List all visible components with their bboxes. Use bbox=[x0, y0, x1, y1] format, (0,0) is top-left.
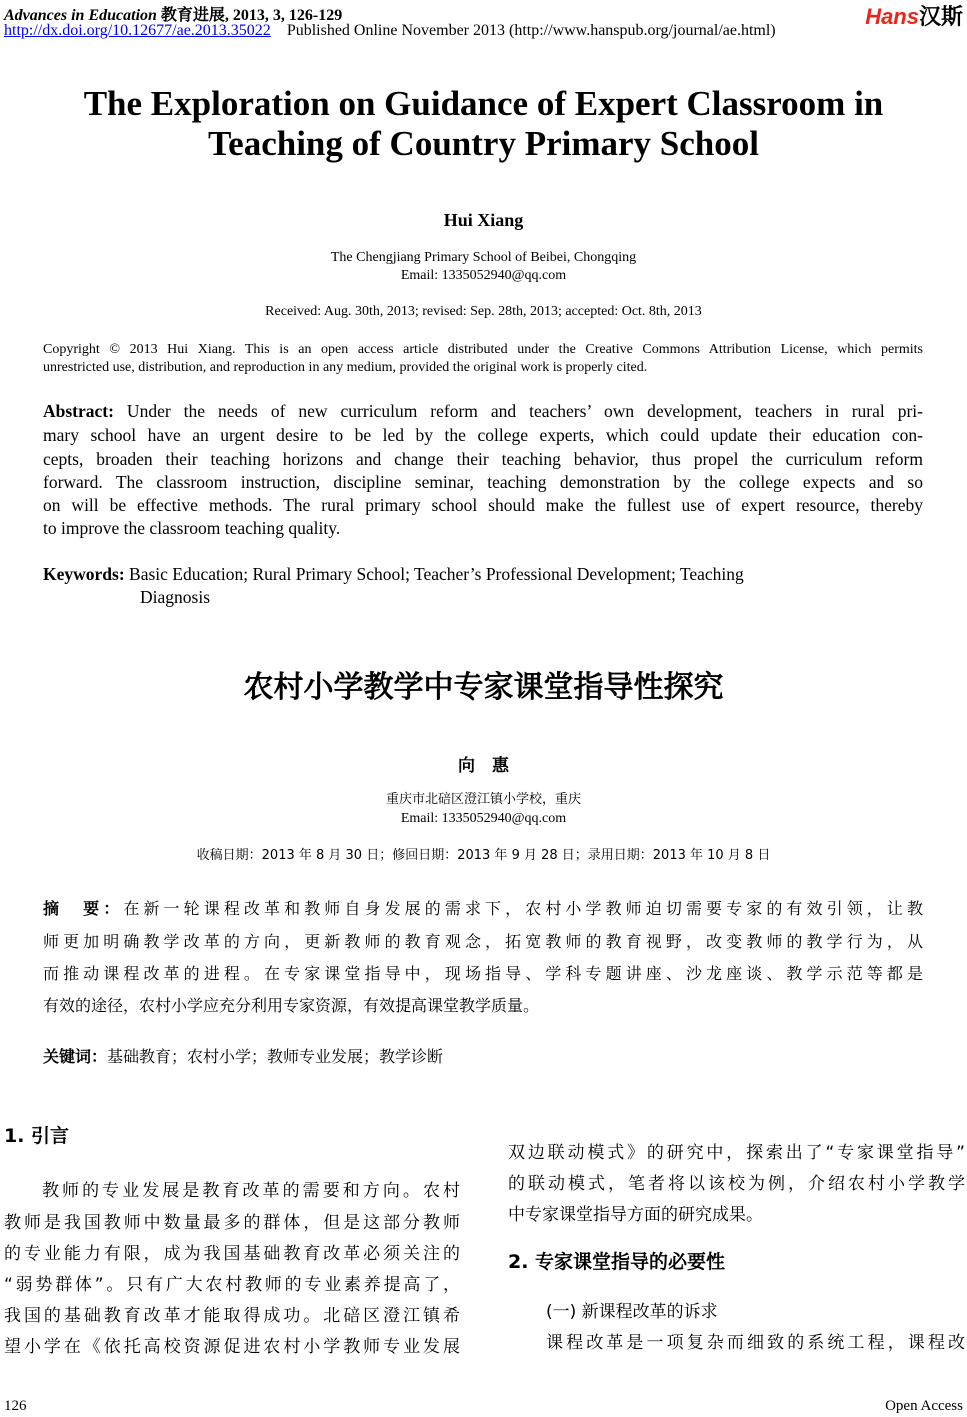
chinese-affiliation: 重庆市北碚区澄江镇小学校，重庆 bbox=[385, 792, 581, 807]
subsection-heading: (一) 新课程改革的诉求 bbox=[546, 1302, 718, 1322]
cn-abstract-line: 而推动课程改革的进程。在专家课堂指导中，现场指导、学科专题讲座、沙龙座谈、教学示范等都是 bbox=[43, 964, 923, 983]
hans-logo: Hans汉斯 bbox=[865, 4, 963, 30]
journal-name: Advances in Education bbox=[4, 7, 157, 24]
body-line: 双边联动模式》的研究中，探索出了“专家课堂指导” bbox=[508, 1143, 965, 1163]
cn-keywords: 关键词：基础教育；农村小学；教师专业发展；教学诊断 bbox=[43, 1047, 444, 1066]
keywords-line: Diagnosis bbox=[140, 587, 210, 607]
open-access-label: Open Access bbox=[885, 1398, 963, 1414]
chinese-dates: 收稿日期：2013 年 8 月 30 日；修回日期：2013 年 9 月 28 日；录用日期：2013 年 10 月 8 日 bbox=[196, 848, 771, 863]
published-info: Published Online November 2013 (http://www.hanspub.org/journal/ae.html) bbox=[286, 22, 776, 39]
page-number: 126 bbox=[4, 1398, 27, 1414]
section-1-heading: 1. 引言 bbox=[4, 1125, 70, 1147]
doi-line bbox=[4, 22, 776, 40]
cn-abstract-label: 摘 要： bbox=[43, 899, 124, 918]
keywords-line: Keywords: Basic Education; Rural Primary School; Teacher’s Professional Development; Teaching bbox=[43, 564, 744, 584]
cn-keywords-label: 关键词： bbox=[43, 1047, 108, 1066]
cn-abstract-line: 摘 要：在新一轮课程改革和教师自身发展的需求下，农村小学教师迫切需要专家的有效引领，让教 bbox=[43, 899, 923, 918]
paper-title: The Exploration on Guidance of Expert Classroom in Teaching of Country Primary School bbox=[83, 84, 884, 163]
body-line: 望小学在《依托高校资源促进农村小学教师专业发展 bbox=[4, 1337, 460, 1357]
copyright-line: Copyright © 2013 Hui Xiang. This is an open access article distributed under the Creative Commons Attribution License, which permits bbox=[43, 342, 923, 357]
body-line: 课程改革是一项复杂而细致的系统工程，课程改 bbox=[546, 1333, 965, 1353]
body-line: 的专业能力有限，成为我国基础教育改革必须关注的 bbox=[4, 1244, 460, 1264]
abstract-line: forward. The classroom instruction, discipline seminar, teaching demonstration by the college expects and so bbox=[43, 472, 923, 492]
chinese-email: Email: 1335052940@qq.com bbox=[400, 811, 567, 826]
cn-abstract-line: 有效的途径，农村小学应充分利用专家资源，有效提高课堂教学质量。 bbox=[43, 996, 540, 1015]
section-2-heading: 2. 专家课堂指导的必要性 bbox=[508, 1251, 726, 1273]
email: Email: 1335052940@qq.com bbox=[400, 268, 567, 283]
body-line: 的联动模式，笔者将以该校为例，介绍农村小学教学 bbox=[508, 1174, 965, 1194]
chinese-author: 向 惠 bbox=[458, 756, 509, 776]
chinese-title: 农村小学教学中专家课堂指导性探究 bbox=[243, 670, 724, 705]
abstract-line: mary school have an urgent desire to be led by the college experts, which could update their education con- bbox=[43, 425, 923, 445]
author: Hui Xiang bbox=[443, 210, 524, 230]
body-line: 中专家课堂指导方面的研究成果。 bbox=[508, 1205, 763, 1225]
keywords-label: Keywords: bbox=[43, 564, 125, 584]
body-line: 我国的基础教育改革才能取得成功。北碚区澄江镇希 bbox=[4, 1306, 460, 1326]
body-line: 教师的专业发展是教育改革的需要和方向。农村 bbox=[42, 1181, 460, 1201]
received-dates: Received: Aug. 30th, 2013; revised: Sep. 28th, 2013; accepted: Oct. 8th, 2013 bbox=[265, 304, 702, 319]
body-line: “弱势群体”。只有广大农村教师的专业素养提高了， bbox=[4, 1275, 460, 1295]
abstract-line: to improve the classroom teaching quality. bbox=[43, 518, 341, 538]
copyright-line: unrestricted use, distribution, and reproduction in any medium, provided the original work is properly cited. bbox=[43, 360, 648, 375]
affiliation: The Chengjiang Primary School of Beibei, Chongqing bbox=[330, 250, 637, 265]
body-line: 教师是我国教师中数量最多的群体，但是这部分教师 bbox=[4, 1213, 460, 1233]
abstract-line: Abstract: Under the needs of new curriculum reform and teachers’ own development, teachers in rural pri- bbox=[43, 401, 923, 421]
citation: , 2013, 3, 126-129 bbox=[224, 7, 343, 24]
abstract-label: Abstract: bbox=[43, 401, 114, 421]
journal-name-cn: 教育进展 bbox=[160, 5, 225, 24]
abstract-line: on will be effective methods. The rural primary school should make the fullest use of expert resource, thereby bbox=[43, 495, 923, 515]
cn-abstract-line: 师更加明确教学改革的方向，更新教师的教育观念，拓宽教师的教育视野，改变教师的教学行为，从 bbox=[43, 932, 923, 951]
abstract-line: cepts, broaden their teaching horizons and change their teaching behavior, thus propel the curriculum reform bbox=[43, 449, 923, 469]
doi-link[interactable]: http://dx.doi.org/10.12677/ae.2013.35022 bbox=[4, 22, 271, 39]
